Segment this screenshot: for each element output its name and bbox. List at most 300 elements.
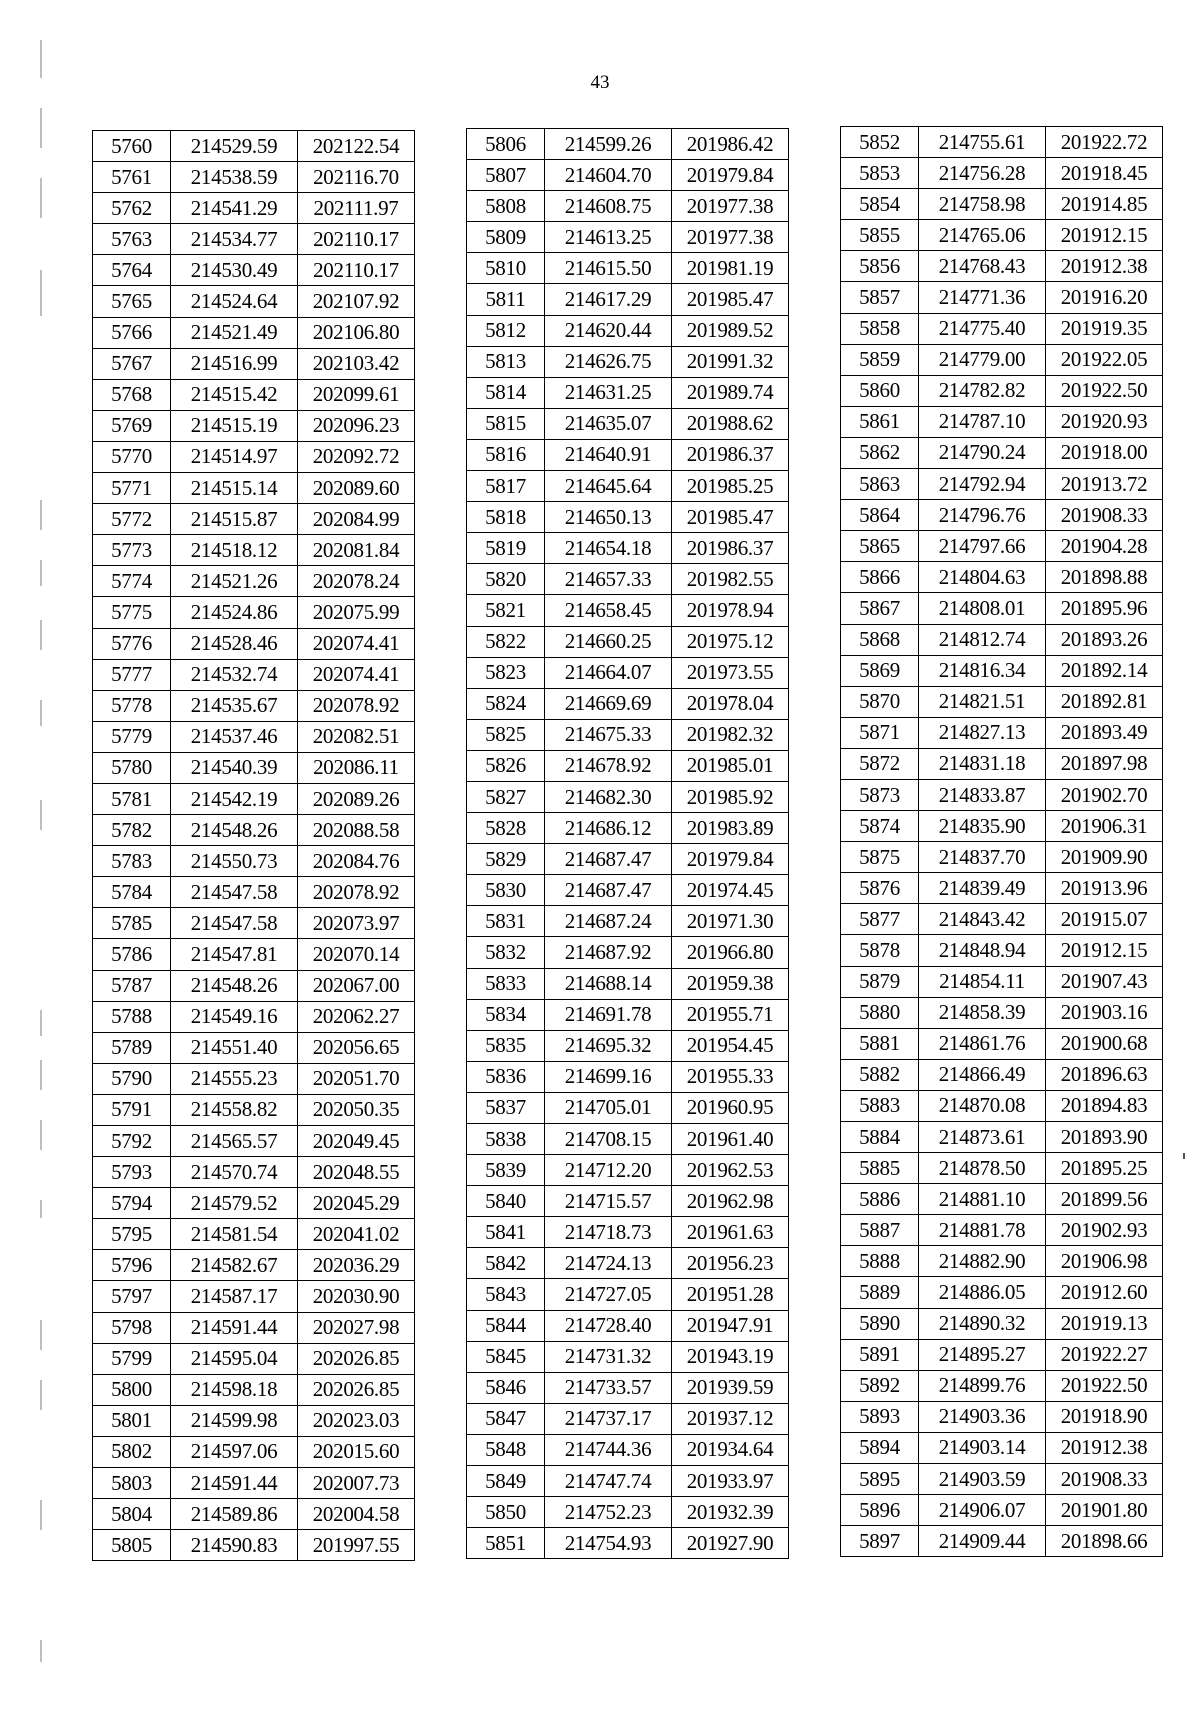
x-coordinate-cell: 214831.18 <box>919 748 1046 779</box>
y-coordinate-cell: 201913.96 <box>1046 873 1163 904</box>
point-id-cell: 5897 <box>841 1526 919 1557</box>
table-row <box>841 1059 1163 1090</box>
y-coordinate-cell: 201906.31 <box>1046 811 1163 842</box>
table-row <box>467 875 789 906</box>
x-coordinate-cell: 214886.05 <box>919 1277 1046 1308</box>
y-coordinate-cell: 201908.33 <box>1046 1464 1163 1495</box>
y-coordinate-cell: 201906.98 <box>1046 1246 1163 1277</box>
table-row <box>467 439 789 470</box>
table-row <box>467 160 789 191</box>
point-id-cell: 5883 <box>841 1090 919 1121</box>
y-coordinate-cell: 201897.98 <box>1046 748 1163 779</box>
table-row <box>841 1090 1163 1121</box>
y-coordinate-cell: 201978.94 <box>672 595 789 626</box>
point-id-cell: 5858 <box>841 313 919 344</box>
point-id-cell: 5857 <box>841 282 919 313</box>
x-coordinate-cell: 214550.73 <box>171 846 298 877</box>
y-coordinate-cell: 202073.97 <box>298 908 415 939</box>
point-id-cell: 5837 <box>467 1092 545 1123</box>
table-row <box>467 719 789 750</box>
y-coordinate-cell: 201962.98 <box>672 1186 789 1217</box>
x-coordinate-cell: 214515.14 <box>171 473 298 504</box>
y-coordinate-cell: 201916.20 <box>1046 282 1163 313</box>
x-coordinate-cell: 214515.87 <box>171 504 298 535</box>
table-row <box>467 1217 789 1248</box>
x-coordinate-cell: 214515.42 <box>171 379 298 410</box>
y-coordinate-cell: 202056.65 <box>298 1032 415 1063</box>
y-coordinate-cell: 201956.23 <box>672 1248 789 1279</box>
table-row <box>467 844 789 875</box>
y-coordinate-cell: 201892.14 <box>1046 655 1163 686</box>
point-id-cell: 5861 <box>841 406 919 437</box>
point-id-cell: 5786 <box>93 939 171 970</box>
point-id-cell: 5766 <box>93 317 171 348</box>
y-coordinate-cell: 201895.25 <box>1046 1153 1163 1184</box>
y-coordinate-cell: 201913.72 <box>1046 469 1163 500</box>
table-row <box>467 750 789 781</box>
y-coordinate-cell: 201932.39 <box>672 1497 789 1528</box>
point-id-cell: 5866 <box>841 562 919 593</box>
point-id-cell: 5790 <box>93 1063 171 1094</box>
point-id-cell: 5874 <box>841 811 919 842</box>
y-coordinate-cell: 201912.60 <box>1046 1277 1163 1308</box>
x-coordinate-cell: 214516.99 <box>171 348 298 379</box>
x-coordinate-cell: 214581.54 <box>171 1219 298 1250</box>
table-row <box>467 502 789 533</box>
table-row <box>93 379 415 410</box>
x-coordinate-cell: 214515.19 <box>171 410 298 441</box>
table-row <box>841 1277 1163 1308</box>
point-id-cell: 5806 <box>467 129 545 160</box>
x-coordinate-cell: 214873.61 <box>919 1122 1046 1153</box>
y-coordinate-cell: 202070.14 <box>298 939 415 970</box>
y-coordinate-cell: 202051.70 <box>298 1063 415 1094</box>
y-coordinate-cell: 202041.02 <box>298 1219 415 1250</box>
point-id-cell: 5819 <box>467 533 545 564</box>
table-row <box>841 1153 1163 1184</box>
y-coordinate-cell: 202084.99 <box>298 504 415 535</box>
x-coordinate-cell: 214787.10 <box>919 406 1046 437</box>
table-row <box>841 1215 1163 1246</box>
x-coordinate-cell: 214797.66 <box>919 531 1046 562</box>
point-id-cell: 5849 <box>467 1466 545 1497</box>
point-id-cell: 5803 <box>93 1468 171 1499</box>
y-coordinate-cell: 201991.32 <box>672 346 789 377</box>
x-coordinate-cell: 214579.52 <box>171 1188 298 1219</box>
y-coordinate-cell: 201922.72 <box>1046 127 1163 158</box>
table-row <box>841 220 1163 251</box>
table-row <box>841 1339 1163 1370</box>
x-coordinate-cell: 214718.73 <box>545 1217 672 1248</box>
y-coordinate-cell: 201947.91 <box>672 1310 789 1341</box>
table-row <box>467 191 789 222</box>
point-id-cell: 5844 <box>467 1310 545 1341</box>
x-coordinate-cell: 214631.25 <box>545 377 672 408</box>
x-coordinate-cell: 214705.01 <box>545 1092 672 1123</box>
y-coordinate-cell: 202092.72 <box>298 441 415 472</box>
point-id-cell: 5809 <box>467 222 545 253</box>
y-coordinate-cell: 201907.43 <box>1046 966 1163 997</box>
x-coordinate-cell: 214570.74 <box>171 1157 298 1188</box>
table-row <box>93 1126 415 1157</box>
point-id-cell: 5776 <box>93 628 171 659</box>
coordinate-table-1 <box>92 130 415 1561</box>
table-row <box>841 1308 1163 1339</box>
point-id-cell: 5886 <box>841 1184 919 1215</box>
point-id-cell: 5799 <box>93 1343 171 1374</box>
x-coordinate-cell: 214658.45 <box>545 595 672 626</box>
y-coordinate-cell: 201918.45 <box>1046 158 1163 189</box>
x-coordinate-cell: 214848.94 <box>919 935 1046 966</box>
y-coordinate-cell: 201986.37 <box>672 533 789 564</box>
table-row <box>93 1219 415 1250</box>
table-row <box>93 752 415 783</box>
x-coordinate-cell: 214744.36 <box>545 1434 672 1465</box>
table-row <box>467 564 789 595</box>
point-id-cell: 5816 <box>467 439 545 470</box>
x-coordinate-cell: 214890.32 <box>919 1308 1046 1339</box>
table-row <box>93 659 415 690</box>
table-row <box>467 1341 789 1372</box>
y-coordinate-cell: 202074.41 <box>298 659 415 690</box>
y-coordinate-cell: 201934.64 <box>672 1434 789 1465</box>
table-row <box>467 533 789 564</box>
point-id-cell: 5829 <box>467 844 545 875</box>
x-coordinate-cell: 214906.07 <box>919 1495 1046 1526</box>
y-coordinate-cell: 201977.38 <box>672 191 789 222</box>
y-coordinate-cell: 201894.83 <box>1046 1090 1163 1121</box>
x-coordinate-cell: 214812.74 <box>919 624 1046 655</box>
point-id-cell: 5801 <box>93 1405 171 1436</box>
x-coordinate-cell: 214540.39 <box>171 752 298 783</box>
point-id-cell: 5838 <box>467 1124 545 1155</box>
x-coordinate-cell: 214534.77 <box>171 224 298 255</box>
x-coordinate-cell: 214687.92 <box>545 937 672 968</box>
y-coordinate-cell: 201904.28 <box>1046 531 1163 562</box>
y-coordinate-cell: 201985.47 <box>672 284 789 315</box>
point-id-cell: 5852 <box>841 127 919 158</box>
x-coordinate-cell: 214549.16 <box>171 1001 298 1032</box>
y-coordinate-cell: 202086.11 <box>298 752 415 783</box>
point-id-cell: 5804 <box>93 1499 171 1530</box>
point-id-cell: 5826 <box>467 750 545 781</box>
y-coordinate-cell: 201960.95 <box>672 1092 789 1123</box>
x-coordinate-cell: 214524.86 <box>171 597 298 628</box>
y-coordinate-cell: 201922.50 <box>1046 1370 1163 1401</box>
table-row <box>93 473 415 504</box>
x-coordinate-cell: 214660.25 <box>545 626 672 657</box>
x-coordinate-cell: 214779.00 <box>919 344 1046 375</box>
point-id-cell: 5877 <box>841 904 919 935</box>
y-coordinate-cell: 201988.62 <box>672 408 789 439</box>
y-coordinate-cell: 201914.85 <box>1046 189 1163 220</box>
table-row <box>467 1528 789 1559</box>
x-coordinate-cell: 214775.40 <box>919 313 1046 344</box>
x-coordinate-cell: 214715.57 <box>545 1186 672 1217</box>
x-coordinate-cell: 214835.90 <box>919 811 1046 842</box>
table-row <box>93 1157 415 1188</box>
point-id-cell: 5781 <box>93 783 171 814</box>
point-id-cell: 5763 <box>93 224 171 255</box>
point-id-cell: 5760 <box>93 131 171 162</box>
x-coordinate-cell: 214675.33 <box>545 719 672 750</box>
x-coordinate-cell: 214640.91 <box>545 439 672 470</box>
table-row <box>93 131 415 162</box>
table-row <box>841 748 1163 779</box>
point-id-cell: 5843 <box>467 1279 545 1310</box>
x-coordinate-cell: 214669.69 <box>545 688 672 719</box>
point-id-cell: 5832 <box>467 937 545 968</box>
point-id-cell: 5769 <box>93 410 171 441</box>
table-row <box>841 1122 1163 1153</box>
table-row <box>841 717 1163 748</box>
table-row <box>93 1312 415 1343</box>
table-row <box>93 535 415 566</box>
y-coordinate-cell: 202078.92 <box>298 877 415 908</box>
x-coordinate-cell: 214547.58 <box>171 877 298 908</box>
table-row <box>467 1466 789 1497</box>
x-coordinate-cell: 214858.39 <box>919 997 1046 1028</box>
x-coordinate-cell: 214617.29 <box>545 284 672 315</box>
x-coordinate-cell: 214756.28 <box>919 158 1046 189</box>
point-id-cell: 5783 <box>93 846 171 877</box>
y-coordinate-cell: 201922.05 <box>1046 344 1163 375</box>
y-coordinate-cell: 201951.28 <box>672 1279 789 1310</box>
x-coordinate-cell: 214903.14 <box>919 1432 1046 1463</box>
x-coordinate-cell: 214682.30 <box>545 781 672 812</box>
table-row <box>841 1432 1163 1463</box>
table-row <box>467 315 789 346</box>
x-coordinate-cell: 214733.57 <box>545 1372 672 1403</box>
y-coordinate-cell: 201892.81 <box>1046 686 1163 717</box>
y-coordinate-cell: 201915.07 <box>1046 904 1163 935</box>
x-coordinate-cell: 214595.04 <box>171 1343 298 1374</box>
table-row <box>841 1246 1163 1277</box>
x-coordinate-cell: 214687.47 <box>545 875 672 906</box>
x-coordinate-cell: 214881.78 <box>919 1215 1046 1246</box>
table-row <box>93 939 415 970</box>
point-id-cell: 5887 <box>841 1215 919 1246</box>
point-id-cell: 5871 <box>841 717 919 748</box>
point-id-cell: 5828 <box>467 813 545 844</box>
y-coordinate-cell: 201977.38 <box>672 222 789 253</box>
x-coordinate-cell: 214909.44 <box>919 1526 1046 1557</box>
y-coordinate-cell: 201933.97 <box>672 1466 789 1497</box>
x-coordinate-cell: 214608.75 <box>545 191 672 222</box>
y-coordinate-cell: 202106.80 <box>298 317 415 348</box>
x-coordinate-cell: 214895.27 <box>919 1339 1046 1370</box>
x-coordinate-cell: 214687.24 <box>545 906 672 937</box>
point-id-cell: 5841 <box>467 1217 545 1248</box>
table-row <box>93 441 415 472</box>
y-coordinate-cell: 201908.33 <box>1046 500 1163 531</box>
y-coordinate-cell: 201982.32 <box>672 719 789 750</box>
y-coordinate-cell: 202036.29 <box>298 1250 415 1281</box>
point-id-cell: 5879 <box>841 966 919 997</box>
point-id-cell: 5862 <box>841 437 919 468</box>
y-coordinate-cell: 201922.50 <box>1046 375 1163 406</box>
table-row <box>841 997 1163 1028</box>
point-id-cell: 5848 <box>467 1434 545 1465</box>
y-coordinate-cell: 201981.19 <box>672 253 789 284</box>
point-id-cell: 5813 <box>467 346 545 377</box>
y-coordinate-cell: 201902.70 <box>1046 779 1163 810</box>
y-coordinate-cell: 201909.90 <box>1046 842 1163 873</box>
y-coordinate-cell: 202107.92 <box>298 286 415 317</box>
table-row <box>841 437 1163 468</box>
x-coordinate-cell: 214604.70 <box>545 160 672 191</box>
table-row <box>467 968 789 999</box>
x-coordinate-cell: 214691.78 <box>545 999 672 1030</box>
table-row <box>93 348 415 379</box>
y-coordinate-cell: 201918.90 <box>1046 1401 1163 1432</box>
point-id-cell: 5896 <box>841 1495 919 1526</box>
point-id-cell: 5892 <box>841 1370 919 1401</box>
point-id-cell: 5863 <box>841 469 919 500</box>
point-id-cell: 5820 <box>467 564 545 595</box>
x-coordinate-cell: 214555.23 <box>171 1063 298 1094</box>
table-row <box>841 1464 1163 1495</box>
y-coordinate-cell: 201978.04 <box>672 688 789 719</box>
y-coordinate-cell: 202111.97 <box>298 193 415 224</box>
x-coordinate-cell: 214765.06 <box>919 220 1046 251</box>
x-coordinate-cell: 214558.82 <box>171 1094 298 1125</box>
y-coordinate-cell: 202078.24 <box>298 566 415 597</box>
point-id-cell: 5772 <box>93 504 171 535</box>
table-row <box>93 286 415 317</box>
x-coordinate-cell: 214530.49 <box>171 255 298 286</box>
y-coordinate-cell: 202026.85 <box>298 1343 415 1374</box>
table-row <box>467 346 789 377</box>
point-id-cell: 5791 <box>93 1094 171 1125</box>
point-id-cell: 5789 <box>93 1032 171 1063</box>
point-id-cell: 5822 <box>467 626 545 657</box>
table-row <box>93 1001 415 1032</box>
y-coordinate-cell: 201920.93 <box>1046 406 1163 437</box>
y-coordinate-cell: 201971.30 <box>672 906 789 937</box>
x-coordinate-cell: 214537.46 <box>171 721 298 752</box>
table-row <box>467 1248 789 1279</box>
coordinate-table-2 <box>466 128 789 1559</box>
x-coordinate-cell: 214551.40 <box>171 1032 298 1063</box>
table-row <box>93 1343 415 1374</box>
y-coordinate-cell: 202067.00 <box>298 970 415 1001</box>
point-id-cell: 5765 <box>93 286 171 317</box>
point-id-cell: 5823 <box>467 657 545 688</box>
y-coordinate-cell: 201979.84 <box>672 160 789 191</box>
table-row <box>93 193 415 224</box>
point-id-cell: 5884 <box>841 1122 919 1153</box>
point-id-cell: 5795 <box>93 1219 171 1250</box>
x-coordinate-cell: 214541.29 <box>171 193 298 224</box>
x-coordinate-cell: 214747.74 <box>545 1466 672 1497</box>
table-row <box>93 1250 415 1281</box>
table-row <box>841 686 1163 717</box>
y-coordinate-cell: 201966.80 <box>672 937 789 968</box>
x-coordinate-cell: 214839.49 <box>919 873 1046 904</box>
point-id-cell: 5815 <box>467 408 545 439</box>
table-row <box>93 597 415 628</box>
x-coordinate-cell: 214565.57 <box>171 1126 298 1157</box>
x-coordinate-cell: 214529.59 <box>171 131 298 162</box>
x-coordinate-cell: 214755.61 <box>919 127 1046 158</box>
y-coordinate-cell: 202078.92 <box>298 690 415 721</box>
table-row <box>467 1061 789 1092</box>
point-id-cell: 5810 <box>467 253 545 284</box>
y-coordinate-cell: 202015.60 <box>298 1436 415 1467</box>
table-row <box>467 657 789 688</box>
point-id-cell: 5775 <box>93 597 171 628</box>
x-coordinate-cell: 214635.07 <box>545 408 672 439</box>
y-coordinate-cell: 202049.45 <box>298 1126 415 1157</box>
point-id-cell: 5870 <box>841 686 919 717</box>
table-row <box>841 189 1163 220</box>
y-coordinate-cell: 201922.27 <box>1046 1339 1163 1370</box>
table-row <box>93 721 415 752</box>
point-id-cell: 5784 <box>93 877 171 908</box>
x-coordinate-cell: 214542.19 <box>171 783 298 814</box>
table-row <box>467 813 789 844</box>
point-id-cell: 5875 <box>841 842 919 873</box>
point-id-cell: 5867 <box>841 593 919 624</box>
y-coordinate-cell: 202122.54 <box>298 131 415 162</box>
y-coordinate-cell: 202110.17 <box>298 224 415 255</box>
y-coordinate-cell: 201912.15 <box>1046 220 1163 251</box>
point-id-cell: 5768 <box>93 379 171 410</box>
y-coordinate-cell: 201982.55 <box>672 564 789 595</box>
table-row <box>93 317 415 348</box>
point-id-cell: 5855 <box>841 220 919 251</box>
y-coordinate-cell: 202004.58 <box>298 1499 415 1530</box>
y-coordinate-cell: 202082.51 <box>298 721 415 752</box>
point-id-cell: 5777 <box>93 659 171 690</box>
point-id-cell: 5880 <box>841 997 919 1028</box>
point-id-cell: 5881 <box>841 1028 919 1059</box>
y-coordinate-cell: 202088.58 <box>298 815 415 846</box>
y-coordinate-cell: 202026.85 <box>298 1374 415 1405</box>
x-coordinate-cell: 214737.17 <box>545 1403 672 1434</box>
table-row <box>841 562 1163 593</box>
x-coordinate-cell: 214790.24 <box>919 437 1046 468</box>
x-coordinate-cell: 214688.14 <box>545 968 672 999</box>
y-coordinate-cell: 201912.38 <box>1046 251 1163 282</box>
point-id-cell: 5888 <box>841 1246 919 1277</box>
y-coordinate-cell: 202048.55 <box>298 1157 415 1188</box>
y-coordinate-cell: 201900.68 <box>1046 1028 1163 1059</box>
y-coordinate-cell: 201973.55 <box>672 657 789 688</box>
point-id-cell: 5771 <box>93 473 171 504</box>
table-row <box>841 344 1163 375</box>
x-coordinate-cell: 214796.76 <box>919 500 1046 531</box>
table-row <box>93 1032 415 1063</box>
point-id-cell: 5885 <box>841 1153 919 1184</box>
coordinate-table-3 <box>840 126 1163 1557</box>
table-row <box>841 1495 1163 1526</box>
x-coordinate-cell: 214597.06 <box>171 1436 298 1467</box>
table-row <box>93 162 415 193</box>
table-row <box>93 1499 415 1530</box>
table-row <box>467 377 789 408</box>
table-row <box>841 531 1163 562</box>
point-id-cell: 5859 <box>841 344 919 375</box>
point-id-cell: 5824 <box>467 688 545 719</box>
y-coordinate-cell: 201893.26 <box>1046 624 1163 655</box>
y-coordinate-cell: 201985.47 <box>672 502 789 533</box>
y-coordinate-cell: 201898.88 <box>1046 562 1163 593</box>
table-row <box>467 937 789 968</box>
table-row <box>467 1124 789 1155</box>
y-coordinate-cell: 202081.84 <box>298 535 415 566</box>
